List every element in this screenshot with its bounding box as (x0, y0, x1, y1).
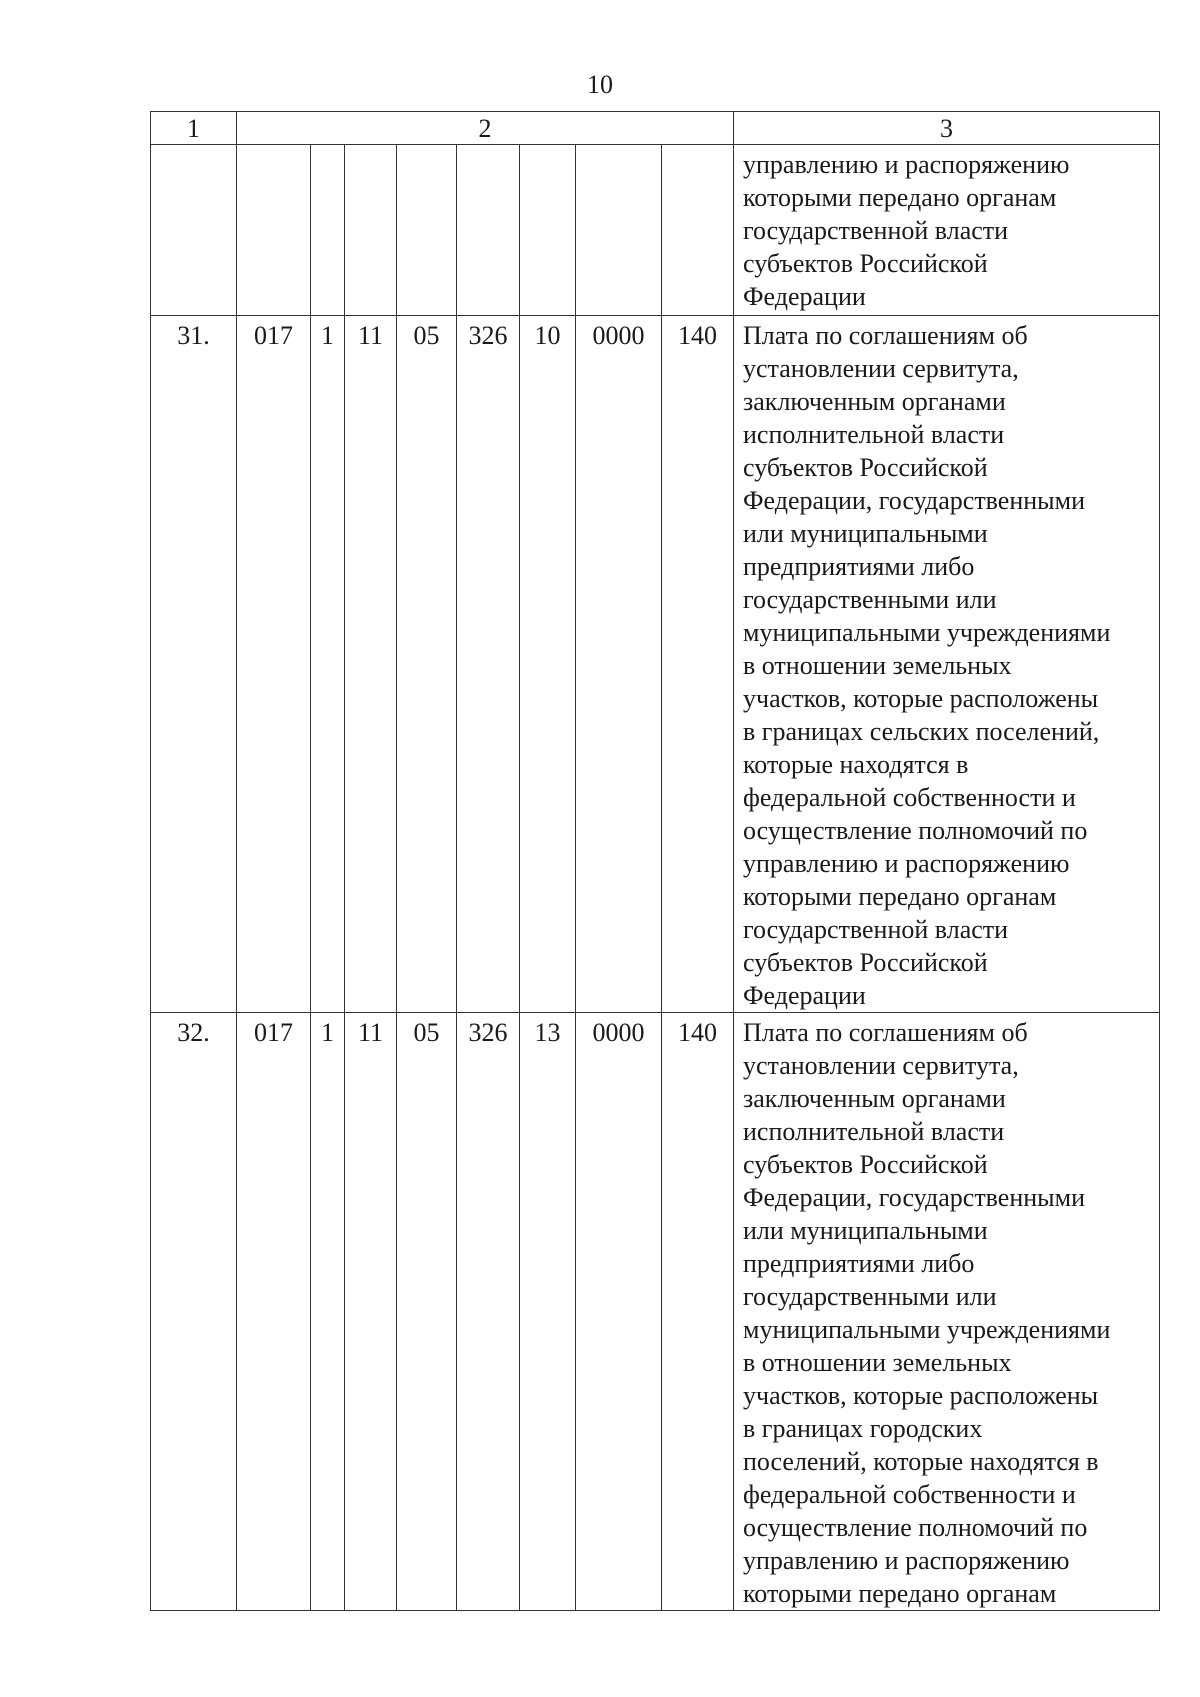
code-segment-7: 0000 (576, 1013, 662, 1611)
description-line: субъектов Российской (743, 453, 988, 482)
code-segment-7: 0000 (576, 316, 662, 1013)
description-line: управлению и распоряжению (743, 849, 1070, 878)
header-col-1: 1 (151, 112, 237, 145)
table-row (151, 316, 1160, 1013)
code-segment-5: 326 (457, 316, 520, 1013)
table-row (151, 145, 1160, 316)
code-segment-8: 140 (662, 316, 734, 1013)
description-line: осуществление полномочий по (743, 1513, 1088, 1542)
code-segment-2: 1 (311, 1013, 345, 1611)
description-line: в отношении земельных (743, 1348, 1012, 1377)
description-line: поселений, которые находятся в (743, 1447, 1099, 1476)
description-line: Федерации (743, 981, 866, 1010)
code-segment-4 (397, 145, 457, 316)
code-segment-2 (311, 145, 345, 316)
code-segment-4: 05 (397, 316, 457, 1013)
description-line: субъектов Российской (743, 249, 988, 278)
code-segment-3: 11 (345, 1013, 397, 1611)
description-line: заключенным органами (743, 1084, 1006, 1113)
code-segment-6 (520, 145, 576, 316)
description-line: Плата по соглашениям об (743, 1018, 1028, 1047)
description-line: в границах городских (743, 1414, 983, 1443)
header-col-3: 3 (734, 112, 1160, 145)
description-line: которыми передано органам (743, 882, 1057, 911)
code-segment-1 (237, 145, 311, 316)
code-segment-8: 140 (662, 1013, 734, 1611)
description-line: установлении сервитута, (743, 1051, 1019, 1080)
table-header-row (151, 112, 1160, 145)
description-line: Федерации, государственными (743, 1183, 1086, 1212)
description-line: предприятиями либо (743, 552, 975, 581)
description-line: исполнительной власти (743, 1117, 1005, 1146)
description-line: федеральной собственности и (743, 1480, 1076, 1509)
code-segment-6: 13 (520, 1013, 576, 1611)
table-row (151, 1013, 1160, 1611)
income-description (734, 145, 1160, 316)
code-segment-7 (576, 145, 662, 316)
description-line: в границах сельских поселений, (743, 717, 1100, 746)
description-line: предприятиями либо (743, 1249, 975, 1278)
code-segment-1: 017 (237, 1013, 311, 1611)
code-segment-2: 1 (311, 316, 345, 1013)
description-line: Плата по соглашениям об (743, 321, 1028, 350)
description-line: государственными или (743, 585, 997, 614)
description-line: субъектов Российской (743, 948, 988, 977)
description-line: в отношении земельных (743, 651, 1012, 680)
description-line: исполнительной власти (743, 420, 1005, 449)
code-segment-5: 326 (457, 1013, 520, 1611)
description-line: Федерации, государственными (743, 486, 1086, 515)
description-line: участков, которые расположены (743, 684, 1099, 713)
code-segment-5 (457, 145, 520, 316)
row-number (151, 145, 237, 316)
row-number: 32. (151, 1013, 237, 1611)
code-segment-3: 11 (345, 316, 397, 1013)
description-line: Федерации (743, 282, 866, 311)
description-line: которые находятся в (743, 750, 969, 779)
header-col-2: 2 (237, 112, 734, 145)
code-segment-6: 10 (520, 316, 576, 1013)
code-segment-8 (662, 145, 734, 316)
code-segment-1: 017 (237, 316, 311, 1013)
description-line: управлению и распоряжению (743, 1546, 1070, 1575)
income-description (734, 1013, 1160, 1611)
code-segment-4: 05 (397, 1013, 457, 1611)
description-line: которыми передано органам (743, 183, 1057, 212)
description-line: установлении сервитута, (743, 354, 1019, 383)
description-line: которыми передано органам (743, 1579, 1057, 1608)
code-segment-3 (345, 145, 397, 316)
row-number: 31. (151, 316, 237, 1013)
page-number: 10 (587, 70, 613, 99)
description-line: или муниципальными (743, 1216, 988, 1245)
description-line: муниципальными учреждениями (743, 618, 1111, 647)
budget-codes-table (150, 111, 1160, 1611)
description-line: управлению и распоряжению (743, 150, 1070, 179)
description-line: федеральной собственности и (743, 783, 1076, 812)
description-line: государственной власти (743, 216, 1009, 245)
description-line: участков, которые расположены (743, 1381, 1099, 1410)
description-line: осуществление полномочий по (743, 816, 1088, 845)
description-line: или муниципальными (743, 519, 988, 548)
description-line: заключенным органами (743, 387, 1006, 416)
description-line: муниципальными учреждениями (743, 1315, 1111, 1344)
income-description (734, 316, 1160, 1013)
description-line: государственными или (743, 1282, 997, 1311)
description-line: субъектов Российской (743, 1150, 988, 1179)
description-line: государственной власти (743, 915, 1009, 944)
